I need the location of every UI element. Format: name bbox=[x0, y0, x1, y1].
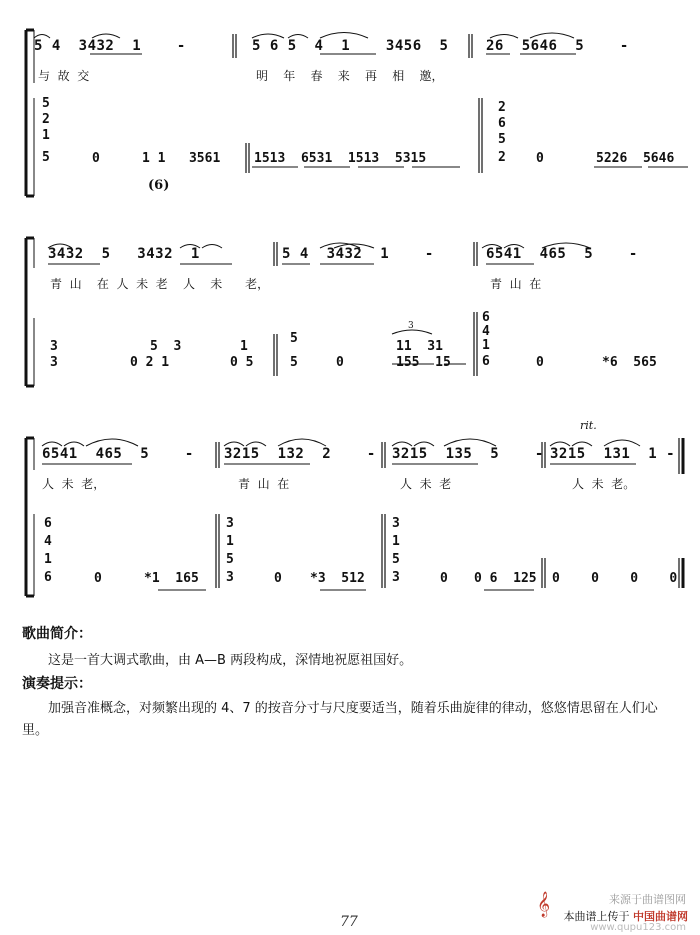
watermark-text: 来源于曲谱图网 bbox=[609, 893, 686, 906]
melody-measure: 5 4 3432 1 - bbox=[34, 38, 186, 54]
intro-heading: 歌曲简介： bbox=[22, 626, 92, 642]
lyrics-line-2 bbox=[20, 276, 688, 296]
accomp-measure: *1 165 bbox=[144, 571, 199, 586]
melody-line-1 bbox=[20, 36, 688, 60]
accomp-measure: 0 2 1 bbox=[130, 355, 170, 370]
melody-line-2 bbox=[20, 244, 688, 268]
lyric-segment: 明 年 春 来 再 相 邀， bbox=[256, 69, 444, 83]
watermark-url[interactable]: www.qupu123.com bbox=[590, 922, 686, 933]
lyrics-line-3 bbox=[20, 476, 688, 496]
melody-measure: 6541 465 5 - bbox=[42, 446, 194, 462]
accomp-note: 5 3 bbox=[150, 339, 182, 354]
accomp-measure: 0 bbox=[536, 151, 544, 166]
melody-measure: 6541 465 5 - bbox=[486, 246, 638, 262]
melody-measure: 26 5646 5 - bbox=[486, 38, 629, 54]
lyric-segment: 人 未 老， bbox=[42, 477, 106, 491]
accomp-measure: 0 bbox=[536, 355, 544, 370]
melody-line-3 bbox=[20, 444, 688, 468]
accomp-measure: 155 15 bbox=[396, 355, 451, 370]
intro-text: 这是一首大调式歌曲，由 A—B 两段构成，深情地祝愿祖国好。 bbox=[48, 653, 413, 668]
accomp-measure: 0 bbox=[94, 571, 102, 586]
lyric-segment: 人 未 老。 bbox=[572, 477, 636, 491]
accomp-measure: 3 bbox=[50, 355, 58, 370]
lyric-segment: 人 未 老 bbox=[400, 477, 452, 491]
accomp-measure: 1513 6531 1513 5315 bbox=[254, 151, 427, 166]
melody-measure: 3215 135 5 - bbox=[392, 446, 544, 462]
triplet-mark: 3 bbox=[408, 321, 414, 331]
page-number: 77 bbox=[340, 914, 358, 930]
accomp-measure: 0 bbox=[336, 355, 344, 370]
accomp-note: 3 bbox=[50, 339, 58, 354]
score-system-2: 3432 5 3432 1 5 4 3432 1 - 6541 465 5 - 青 山 在 人 未 老 人 未 老， 青 山 在 3 6 4 1 6 3 5 3 1 5 11 31 3 0 2 1 0 5 5 0 155 15 0 *6 565 bbox=[20, 238, 688, 388]
source-prefix: 本曲谱上传于 bbox=[563, 910, 630, 923]
accomp-note: 11 31 bbox=[396, 339, 443, 354]
tips-heading: 演奏提示： bbox=[22, 676, 92, 692]
accomp-line-2 bbox=[20, 354, 688, 374]
accomp-measure: 0 0 0 0 bbox=[552, 571, 678, 586]
accomp-line-3 bbox=[20, 570, 688, 590]
treble-clef-logo-icon: 𝄞 bbox=[536, 892, 550, 917]
accomp-note: 5 bbox=[290, 331, 298, 346]
lyrics-line-1 bbox=[20, 68, 688, 88]
accomp-measure: 0 bbox=[440, 571, 448, 586]
melody-measure: 3215 132 2 - bbox=[224, 446, 376, 462]
tempo-mark-rit: rit. bbox=[580, 419, 597, 432]
melody-measure: 3215 131 1 - bbox=[550, 446, 676, 462]
accomp-measure: 1 1 3561 bbox=[142, 151, 221, 166]
source-brand[interactable]: 中国曲谱网 bbox=[633, 910, 688, 923]
score-system-3: rit. 6541 465 5 - 3215 132 2 - 3215 135 5 - 3215 131 1 - 人 未 老， 青 山 在 人 未 老 人 未 老。 6 4 1 6 3 1 5 3 3 1 5 3 0 *1 165 0 *3 512 0 0 6 125 0 0 0 0 bbox=[20, 418, 688, 598]
lyric-segment: 青 山 在 bbox=[490, 277, 542, 291]
melody-measure: 5 6 5 4 1 3456 5 bbox=[252, 38, 449, 54]
accomp-measure: 0 6 125 bbox=[474, 571, 537, 586]
lyric-segment: 与 故 交 bbox=[38, 69, 90, 83]
tips-text: 加强音准概念，对频繁出现的 4、7 的按音分寸与尺度要适当，随着乐曲旋律的律动，悠悠情思留在人们心里。 bbox=[22, 701, 658, 738]
accomp-line-1 bbox=[20, 150, 688, 170]
accomp-measure: *3 512 bbox=[310, 571, 365, 586]
melody-measure: 3432 5 3432 1 bbox=[48, 246, 200, 262]
alternate-note: (6) bbox=[148, 178, 170, 193]
accomp-measure: *6 565 bbox=[602, 355, 657, 370]
accomp-measure: 5226 5646 bbox=[596, 151, 675, 166]
accomp-measure: 0 bbox=[274, 571, 282, 586]
lyric-segment: 青 山 在 bbox=[238, 477, 290, 491]
accomp-measure: 0 bbox=[92, 151, 100, 166]
accomp-measure: 5 bbox=[290, 355, 298, 370]
score-system-1: 5 4 3432 1 - 5 6 5 4 1 3456 5 26 5646 5 - 与 故 交 明 年 春 来 再 相 邀， 5 2 1 5 2 6 5 2 0 1 1 3561 1513 6531 1513 5315 0 5226 5646 (6) bbox=[20, 28, 688, 198]
accomp-note: 1 bbox=[240, 339, 248, 354]
accomp-measure: 0 5 bbox=[230, 355, 254, 370]
melody-measure: 5 4 3432 1 - bbox=[282, 246, 434, 262]
lyric-segment: 青 山 在 人 未 老 人 未 老， bbox=[50, 277, 270, 291]
